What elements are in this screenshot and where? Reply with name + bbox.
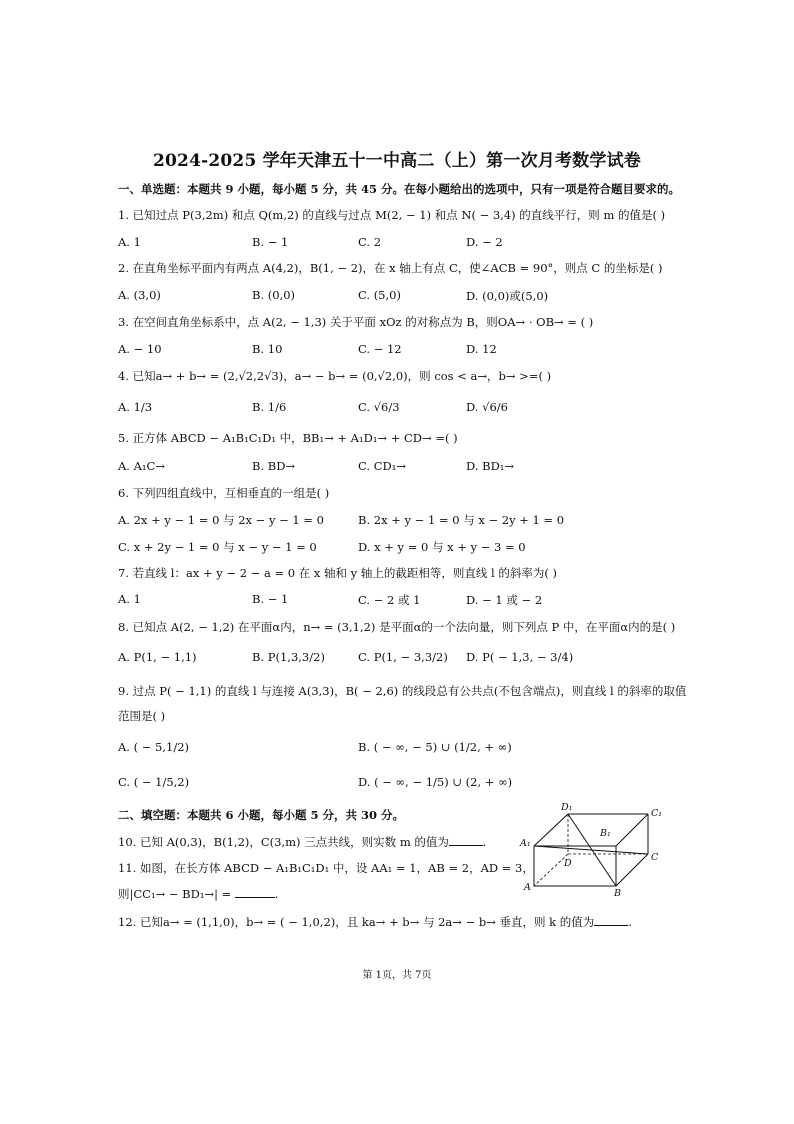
question-3-option-a: A. − 10 (118, 342, 162, 356)
question-1-option-d: D. − 2 (466, 235, 503, 249)
question-2-option-a: A. (3,0) (118, 288, 161, 302)
question-8-option-a: A. P(1, − 1,1) (118, 650, 197, 664)
question-7-option-c: C. − 2 或 1 (358, 593, 421, 607)
question-11-line-1: 11. 如图，在长方体 ABCD − A₁B₁C₁D₁ 中，设 AA₁ = 1，AB = 2，AD = 3， (118, 861, 534, 875)
question-2-stem: 2. 在直角坐标平面内有两点 A(4,2)，B(1, − 2)，在 x 轴上有点 C，使∠ACB = 90°，则点 C 的坐标是( ) (118, 261, 663, 275)
question-6-option-a: A. 2x + y − 1 = 0 与 2x − y − 1 = 0 (118, 513, 324, 527)
section-heading-single-choice: 一、单选题：本题共 9 小题，每小题 5 分，共 45 分。在每小题给出的选项中，只有一项是符合题目要求的。 (118, 182, 681, 196)
answer-blank (235, 886, 275, 898)
question-7-option-b: B. − 1 (252, 592, 289, 606)
question-1-option-a: A. 1 (118, 235, 141, 249)
question-1-option-b: B. − 1 (252, 235, 289, 249)
question-12 (118, 914, 632, 930)
question-4-option-c: C. √6/3 (358, 400, 400, 414)
label-b: B (614, 888, 621, 898)
answer-blank (594, 914, 628, 926)
label-a: A (524, 882, 531, 893)
question-5-option-c: C. CD₁→ (358, 459, 406, 473)
section-heading-fill-in: 二、填空题：本题共 6 小题，每小题 5 分，共 30 分。 (118, 808, 405, 822)
question-11-end: . (274, 887, 279, 901)
question-9-stem-line-1: 9. 过点 P( − 1,1) 的直线 l 与连接 A(3,3)，B( − 2,6) 的线段总有公共点(不包含端点)，则直线 l 的斜率的取值 (118, 684, 687, 698)
question-7-stem: 7. 若直线 l：ax + y − 2 − a = 0 在 x 轴和 y 轴上的截距相等，则直线 l 的斜率为( ) (118, 566, 557, 580)
question-4-stem: 4. 已知a→ + b→ = (2,√2,2√3)，a→ − b→ = (0,√2,0)，则 cos < a→，b→ >=( ) (118, 369, 552, 383)
question-8-stem: 8. 已知点 A(2, − 1,2) 在平面α内，n→ = (3,1,2) 是平面α的一个法向量，则下列点 P 中，在平面α内的是( ) (118, 620, 676, 634)
question-10 (118, 834, 487, 850)
question-2-option-b: B. (0,0) (252, 288, 296, 302)
question-5-option-a: A. A₁C→ (118, 459, 165, 473)
question-4-option-d: D. √6/6 (466, 400, 508, 414)
page-footer: 第 1页，共 7页 (362, 970, 432, 981)
question-6-option-b: B. 2x + y − 1 = 0 与 x − 2y + 1 = 0 (358, 513, 565, 527)
question-10-end: . (482, 835, 487, 849)
question-2-option-d: D. (0,0)或(5,0) (466, 289, 549, 303)
question-7-option-a: A. 1 (118, 592, 141, 606)
question-10-text: 10. 已知 A(0,3)，B(1,2)，C(3,m) 三点共线，则实数 m 的值为 (118, 835, 449, 849)
question-12-text: 12. 已知a→ = (1,1,0)，b→ = ( − 1,0,2)，且 ka→ + b→ 与 2a→ − b→ 垂直，则 k 的值为 (118, 915, 595, 929)
question-3-option-b: B. 10 (252, 342, 283, 356)
question-9-option-b: B. ( − ∞, − 5) ∪ (1/2, + ∞) (358, 740, 512, 754)
question-8-option-d: D. P( − 1,3, − 3/4) (466, 650, 574, 664)
question-6-stem: 6. 下列四组直线中，互相垂直的一组是( ) (118, 486, 330, 500)
page-title: 2024-2025 学年天津五十一中高二（上）第一次月考数学试卷 (152, 151, 641, 171)
question-6-option-c: C. x + 2y − 1 = 0 与 x − y − 1 = 0 (118, 540, 317, 554)
question-3-option-c: C. − 12 (358, 342, 402, 356)
label-b1: B₁ (600, 828, 611, 839)
question-3-stem: 3. 在空间直角坐标系中，点 A(2, − 1,3) 关于平面 xOz 的对称点为 B，则OA→ · OB→ = ( ) (118, 315, 594, 329)
question-4-option-b: B. 1/6 (252, 400, 287, 414)
label-c1: C₁ (651, 808, 663, 819)
question-1-option-c: C. 2 (358, 235, 382, 249)
label-d: D (564, 858, 572, 869)
answer-blank (449, 834, 483, 846)
front-face (534, 846, 616, 886)
question-9-option-c: C. ( − 1/5,2) (118, 775, 190, 789)
question-9-stem-line-2: 范围是( ) (118, 709, 166, 723)
question-2-option-c: C. (5,0) (358, 288, 401, 302)
question-5-option-b: B. BD→ (252, 459, 296, 473)
label-d1: D₁ (561, 802, 573, 813)
question-7-option-d: D. − 1 或 − 2 (466, 593, 543, 607)
question-4-option-a: A. 1/3 (118, 400, 153, 414)
label-a1: A₁ (520, 838, 531, 849)
question-11-text: 则|CC₁→ − BD₁→| = (118, 887, 232, 901)
question-12-end: . (628, 915, 632, 929)
question-9-option-d: D. ( − ∞, − 1/5) ∪ (2, + ∞) (358, 775, 513, 789)
question-5-stem: 5. 正方体 ABCD − A₁B₁C₁D₁ 中，BB₁→ + A₁D₁→ + CD→ =( ) (118, 431, 458, 445)
question-8-option-c: C. P(1, − 3,3/2) (358, 650, 448, 664)
question-11-line-2 (118, 886, 279, 902)
label-c: C (651, 852, 659, 863)
cuboid-figure (512, 798, 672, 898)
question-6-option-d: D. x + y = 0 与 x + y − 3 = 0 (358, 540, 526, 554)
question-8-option-b: B. P(1,3,3/2) (252, 650, 325, 664)
question-5-option-d: D. BD₁→ (466, 459, 515, 473)
question-1-stem: 1. 已知过点 P(3,2m) 和点 Q(m,2) 的直线与过点 M(2, − 1) 和点 N( − 3,4) 的直线平行，则 m 的值是( ) (118, 208, 666, 222)
question-3-option-d: D. 12 (466, 342, 497, 356)
question-9-option-a: A. ( − 5,1/2) (118, 740, 190, 754)
